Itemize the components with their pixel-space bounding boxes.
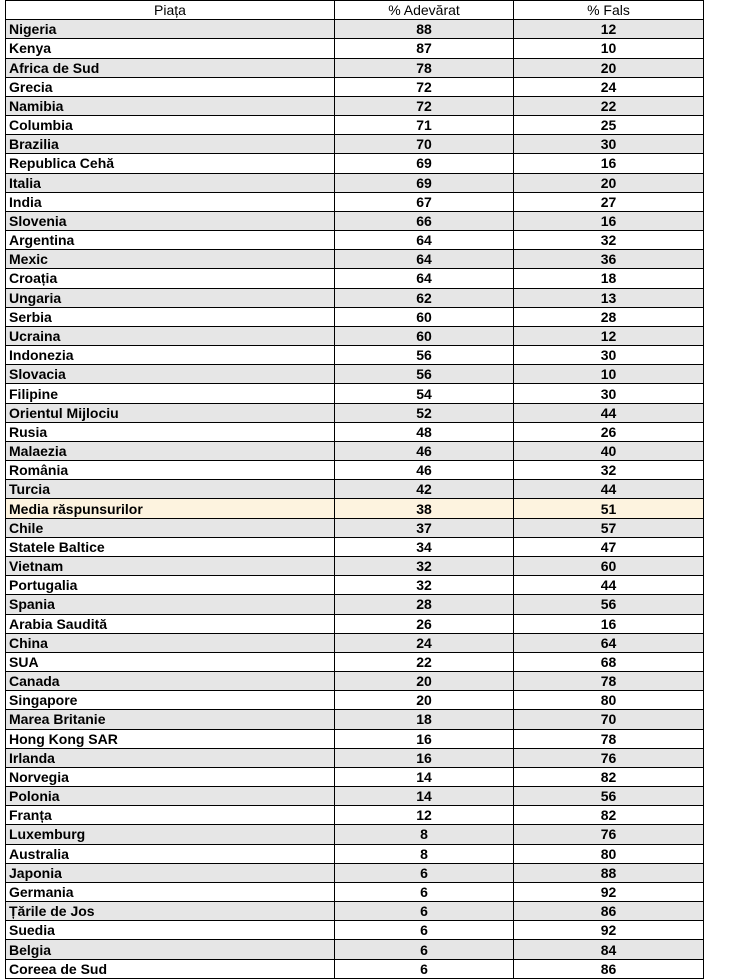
market-cell: Slovenia: [6, 211, 335, 230]
false-percent-cell: 82: [514, 806, 704, 825]
table-row: [6, 403, 704, 422]
true-percent-cell: 71: [335, 116, 514, 135]
market-cell: Irlanda: [6, 748, 335, 767]
market-cell: Hong Kong SAR: [6, 729, 335, 748]
table-row: [6, 288, 704, 307]
table-row: [6, 480, 704, 499]
table-body: [6, 20, 704, 979]
false-percent-cell: 60: [514, 556, 704, 575]
market-cell: Polonia: [6, 787, 335, 806]
true-percent-cell: 14: [335, 787, 514, 806]
true-percent-cell: 64: [335, 269, 514, 288]
market-cell: Vietnam: [6, 556, 335, 575]
market-cell: Media răspunsurilor: [6, 499, 335, 518]
true-percent-cell: 18: [335, 710, 514, 729]
table-row: [6, 250, 704, 269]
table-row: [6, 614, 704, 633]
market-cell: Argentina: [6, 231, 335, 250]
true-percent-cell: 12: [335, 806, 514, 825]
market-cell: Franța: [6, 806, 335, 825]
true-percent-cell: 20: [335, 691, 514, 710]
table-row: [6, 882, 704, 901]
market-cell: Țările de Jos: [6, 902, 335, 921]
market-cell: Arabia Saudită: [6, 614, 335, 633]
false-percent-cell: 40: [514, 441, 704, 460]
table-row: [6, 154, 704, 173]
false-percent-cell: 92: [514, 921, 704, 940]
false-percent-cell: 16: [514, 614, 704, 633]
true-percent-cell: 22: [335, 652, 514, 671]
table-row: [6, 672, 704, 691]
false-percent-cell: 13: [514, 288, 704, 307]
false-percent-cell: 51: [514, 499, 704, 518]
false-percent-cell: 25: [514, 116, 704, 135]
false-percent-cell: 10: [514, 39, 704, 58]
market-cell: Norvegia: [6, 767, 335, 786]
table-row: [6, 422, 704, 441]
market-cell: Columbia: [6, 116, 335, 135]
true-percent-cell: 67: [335, 192, 514, 211]
false-percent-cell: 47: [514, 537, 704, 556]
market-cell: Statele Baltice: [6, 537, 335, 556]
true-percent-cell: 69: [335, 154, 514, 173]
table-row: [6, 844, 704, 863]
false-percent-cell: 76: [514, 825, 704, 844]
false-percent-cell: 86: [514, 959, 704, 978]
false-percent-cell: 30: [514, 346, 704, 365]
false-percent-cell: 44: [514, 576, 704, 595]
true-percent-cell: 8: [335, 844, 514, 863]
table-row: [6, 959, 704, 978]
table-row: [6, 231, 704, 250]
market-cell: Chile: [6, 518, 335, 537]
true-percent-cell: 60: [335, 326, 514, 345]
market-cell: Japonia: [6, 863, 335, 882]
true-percent-cell: 78: [335, 58, 514, 77]
table-row: [6, 20, 704, 39]
table-row: [6, 116, 704, 135]
true-percent-cell: 34: [335, 537, 514, 556]
table-row: [6, 384, 704, 403]
false-percent-cell: 86: [514, 902, 704, 921]
false-percent-cell: 44: [514, 403, 704, 422]
false-percent-cell: 32: [514, 231, 704, 250]
false-percent-cell: 18: [514, 269, 704, 288]
market-cell: Italia: [6, 173, 335, 192]
false-percent-cell: 36: [514, 250, 704, 269]
market-cell: Turcia: [6, 480, 335, 499]
market-cell: India: [6, 192, 335, 211]
true-percent-cell: 32: [335, 556, 514, 575]
table-row: [6, 39, 704, 58]
false-percent-cell: 78: [514, 729, 704, 748]
table-row: [6, 767, 704, 786]
table-row: [6, 96, 704, 115]
table-row: [6, 77, 704, 96]
table-row: [6, 729, 704, 748]
false-percent-cell: 24: [514, 77, 704, 96]
false-percent-cell: 30: [514, 384, 704, 403]
market-cell: Filipine: [6, 384, 335, 403]
market-cell: Spania: [6, 595, 335, 614]
true-percent-cell: 6: [335, 863, 514, 882]
false-percent-cell: 12: [514, 20, 704, 39]
market-cell: Suedia: [6, 921, 335, 940]
true-percent-cell: 8: [335, 825, 514, 844]
table-row: [6, 652, 704, 671]
table-row: [6, 633, 704, 652]
table-row: [6, 346, 704, 365]
table-row: [6, 365, 704, 384]
true-percent-cell: 37: [335, 518, 514, 537]
false-percent-cell: 80: [514, 691, 704, 710]
false-percent-cell: 16: [514, 211, 704, 230]
false-percent-cell: 30: [514, 135, 704, 154]
market-cell: Coreea de Sud: [6, 959, 335, 978]
market-cell: China: [6, 633, 335, 652]
market-cell: Slovacia: [6, 365, 335, 384]
false-percent-cell: 78: [514, 672, 704, 691]
false-percent-cell: 28: [514, 307, 704, 326]
true-percent-cell: 72: [335, 77, 514, 96]
table-row: [6, 441, 704, 460]
market-cell: Croația: [6, 269, 335, 288]
false-percent-cell: 57: [514, 518, 704, 537]
false-percent-cell: 70: [514, 710, 704, 729]
true-percent-cell: 6: [335, 921, 514, 940]
true-percent-cell: 14: [335, 767, 514, 786]
true-percent-cell: 16: [335, 748, 514, 767]
table-row: [6, 307, 704, 326]
true-percent-cell: 64: [335, 231, 514, 250]
false-percent-cell: 20: [514, 58, 704, 77]
false-percent-cell: 82: [514, 767, 704, 786]
market-cell: Ucraina: [6, 326, 335, 345]
true-percent-cell: 46: [335, 441, 514, 460]
true-percent-cell: 64: [335, 250, 514, 269]
market-cell: România: [6, 461, 335, 480]
true-percent-cell: 6: [335, 959, 514, 978]
market-cell: Orientul Mijlociu: [6, 403, 335, 422]
table-row: [6, 269, 704, 288]
table-header: [6, 1, 704, 20]
market-cell: Singapore: [6, 691, 335, 710]
table-row: [6, 58, 704, 77]
true-percent-cell: 62: [335, 288, 514, 307]
true-percent-cell: 69: [335, 173, 514, 192]
false-percent-cell: 92: [514, 882, 704, 901]
false-percent-cell: 20: [514, 173, 704, 192]
market-cell: Canada: [6, 672, 335, 691]
true-percent-cell: 56: [335, 365, 514, 384]
true-percent-cell: 70: [335, 135, 514, 154]
true-percent-cell: 54: [335, 384, 514, 403]
false-percent-cell: 44: [514, 480, 704, 499]
true-percent-cell: 60: [335, 307, 514, 326]
market-cell: Australia: [6, 844, 335, 863]
market-cell: Malaezia: [6, 441, 335, 460]
table-row: [6, 537, 704, 556]
false-percent-cell: 84: [514, 940, 704, 959]
table-row: [6, 556, 704, 575]
false-percent-cell: 56: [514, 787, 704, 806]
true-percent-cell: 66: [335, 211, 514, 230]
table-row: [6, 576, 704, 595]
table-row: [6, 748, 704, 767]
market-cell: Kenya: [6, 39, 335, 58]
true-percent-cell: 24: [335, 633, 514, 652]
header-true-percent: % Adevărat: [335, 1, 514, 20]
false-percent-cell: 26: [514, 422, 704, 441]
false-percent-cell: 16: [514, 154, 704, 173]
table-row: [6, 863, 704, 882]
survey-results-table: [5, 0, 704, 979]
true-percent-cell: 16: [335, 729, 514, 748]
table-row: [6, 825, 704, 844]
true-percent-cell: 52: [335, 403, 514, 422]
table-row: [6, 211, 704, 230]
market-cell: Republica Cehă: [6, 154, 335, 173]
true-percent-cell: 28: [335, 595, 514, 614]
market-cell: Rusia: [6, 422, 335, 441]
false-percent-cell: 76: [514, 748, 704, 767]
table-row: [6, 595, 704, 614]
true-percent-cell: 42: [335, 480, 514, 499]
true-percent-cell: 72: [335, 96, 514, 115]
true-percent-cell: 56: [335, 346, 514, 365]
table-row: [6, 806, 704, 825]
false-percent-cell: 27: [514, 192, 704, 211]
true-percent-cell: 6: [335, 940, 514, 959]
market-cell: Portugalia: [6, 576, 335, 595]
market-cell: Grecia: [6, 77, 335, 96]
market-cell: SUA: [6, 652, 335, 671]
true-percent-cell: 6: [335, 882, 514, 901]
market-cell: Mexic: [6, 250, 335, 269]
false-percent-cell: 64: [514, 633, 704, 652]
market-cell: Serbia: [6, 307, 335, 326]
table-row: [6, 135, 704, 154]
true-percent-cell: 32: [335, 576, 514, 595]
table-row: [6, 499, 704, 518]
table-row: [6, 710, 704, 729]
true-percent-cell: 46: [335, 461, 514, 480]
market-cell: Germania: [6, 882, 335, 901]
false-percent-cell: 12: [514, 326, 704, 345]
table-row: [6, 940, 704, 959]
table-row: [6, 787, 704, 806]
false-percent-cell: 68: [514, 652, 704, 671]
market-cell: Indonezia: [6, 346, 335, 365]
table-row: [6, 326, 704, 345]
false-percent-cell: 80: [514, 844, 704, 863]
false-percent-cell: 56: [514, 595, 704, 614]
true-percent-cell: 88: [335, 20, 514, 39]
market-cell: Nigeria: [6, 20, 335, 39]
false-percent-cell: 88: [514, 863, 704, 882]
true-percent-cell: 48: [335, 422, 514, 441]
table-row: [6, 173, 704, 192]
table-row: [6, 691, 704, 710]
false-percent-cell: 32: [514, 461, 704, 480]
table-row: [6, 902, 704, 921]
true-percent-cell: 6: [335, 902, 514, 921]
header-row: [6, 1, 704, 20]
true-percent-cell: 26: [335, 614, 514, 633]
table-row: [6, 461, 704, 480]
table-row: [6, 921, 704, 940]
market-cell: Luxemburg: [6, 825, 335, 844]
true-percent-cell: 38: [335, 499, 514, 518]
market-cell: Ungaria: [6, 288, 335, 307]
true-percent-cell: 20: [335, 672, 514, 691]
table-row: [6, 518, 704, 537]
market-cell: Namibia: [6, 96, 335, 115]
market-cell: Belgia: [6, 940, 335, 959]
header-false-percent: % Fals: [514, 1, 704, 20]
market-cell: Marea Britanie: [6, 710, 335, 729]
false-percent-cell: 22: [514, 96, 704, 115]
header-market: Piața: [6, 1, 335, 20]
table-row: [6, 192, 704, 211]
market-cell: Africa de Sud: [6, 58, 335, 77]
false-percent-cell: 10: [514, 365, 704, 384]
market-cell: Brazilia: [6, 135, 335, 154]
true-percent-cell: 87: [335, 39, 514, 58]
